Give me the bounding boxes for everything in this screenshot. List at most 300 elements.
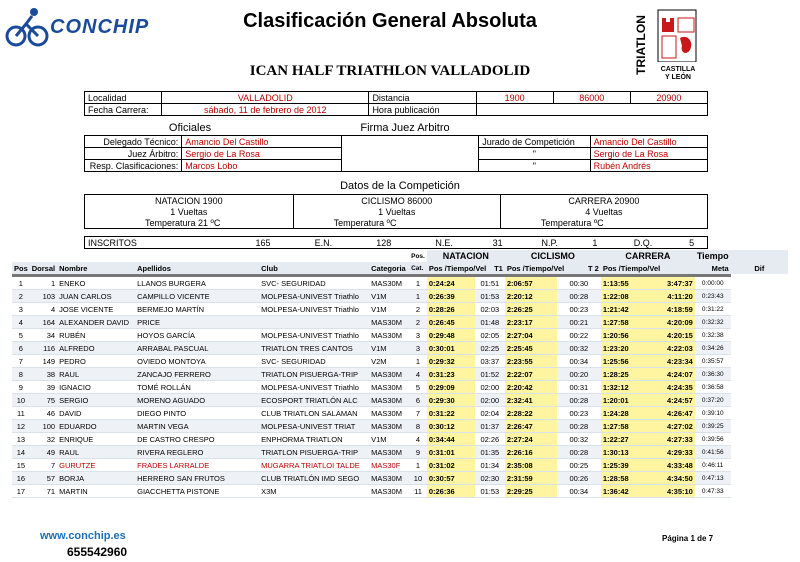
cell-t1: 01:35 <box>475 446 505 459</box>
jurado-2: Sergio de La Rosa <box>590 148 707 160</box>
footer-url[interactable]: www.conchip.es <box>40 530 126 542</box>
cell-pos: 6 <box>12 342 30 355</box>
cyclist-icon <box>4 6 50 48</box>
natacion-temp: Temperatura 21 ºC <box>85 217 294 229</box>
cell-pos-cat: 3 <box>409 329 427 342</box>
cell-categoria: MAS30M <box>369 446 409 459</box>
cell-t2: 00:23 <box>557 303 601 316</box>
ciclismo-dist: CICLISMO 86000 <box>293 195 500 207</box>
logo-vertical-text: TRIATLON <box>634 15 648 75</box>
triatlon-cyl-logo <box>632 4 704 90</box>
cell-natacion: 0:30:01 <box>427 342 475 355</box>
cell-t1: 02:30 <box>475 472 505 485</box>
carrera-header: CARRERA <box>601 250 695 262</box>
col-ciclismo-sub: Pos /Tiempo/Vel T 2 <box>506 263 599 273</box>
cell-club: SVC- SEGURIDAD <box>259 277 369 290</box>
datos-competicion-title: Datos de la Competición <box>340 180 460 192</box>
distance-run: 20900 <box>630 92 707 104</box>
cell-apellidos: PRICE <box>135 316 259 329</box>
footer-phone: 655542960 <box>67 545 128 559</box>
ditto-2: " <box>479 160 590 172</box>
cell-ciclismo: 2:23:17 <box>505 316 557 329</box>
cell-carrera: 1:25:56 <box>601 355 651 368</box>
col-pos-cat: Cat. <box>411 264 424 272</box>
cell-meta: 4:34:50 <box>651 472 695 485</box>
cell-apellidos: HOYOS GARCÍA <box>135 329 259 342</box>
results-group-header <box>12 250 788 262</box>
jurado-1: Amancio Del Castillo <box>590 136 707 148</box>
cell-dorsal: 49 <box>30 446 57 459</box>
cell-apellidos: MORENO AGUADO <box>135 394 259 407</box>
competition-table <box>84 194 708 229</box>
results-table <box>12 250 788 498</box>
cell-t1: 01:48 <box>475 316 505 329</box>
result-row <box>12 420 788 433</box>
jurado-label: Jurado de Competición <box>479 136 590 148</box>
result-row <box>12 277 788 290</box>
col-nombre: Nombre <box>59 263 88 273</box>
cell-pos-cat: 10 <box>409 472 427 485</box>
cell-categoria: V2M <box>369 355 409 368</box>
col-natacion-sub: Pos /Tiempo/Vel T1 <box>428 263 503 273</box>
resp-value: Marcos Lobo <box>182 160 342 172</box>
cell-meta: 4:24:57 <box>651 394 695 407</box>
cell-club <box>259 316 369 329</box>
cell-categoria: MAS30M <box>369 472 409 485</box>
cell-dif: 0:36:30 <box>695 368 731 381</box>
cell-nombre: RAUL <box>57 446 135 459</box>
cell-natacion: 0:30:12 <box>427 420 475 433</box>
cell-t1: 01:51 <box>475 277 505 290</box>
cell-pos-cat: 11 <box>409 485 427 498</box>
cell-nombre: JOSE VICENTE <box>57 303 135 316</box>
cell-carrera: 1:22:27 <box>601 433 651 446</box>
result-row <box>12 290 788 303</box>
cell-ciclismo: 2:27:04 <box>505 329 557 342</box>
cell-carrera: 1:20:56 <box>601 329 651 342</box>
cell-apellidos: FRADES LARRALDE <box>135 459 259 472</box>
cell-t2: 00:34 <box>557 355 601 368</box>
cell-categoria: MAS30F <box>369 459 409 472</box>
cell-dorsal: 1 <box>30 277 57 290</box>
cell-ciclismo: 2:29:25 <box>505 485 557 498</box>
cell-natacion: 0:26:36 <box>427 485 475 498</box>
cell-categoria: V1M <box>369 433 409 446</box>
cell-apellidos: DIEGO PINTO <box>135 407 259 420</box>
result-row <box>12 472 788 485</box>
cell-t1: 02:00 <box>475 381 505 394</box>
inscritos-label: INSCRITOS <box>85 237 235 249</box>
cell-categoria: MAS30M <box>369 368 409 381</box>
cell-dif: 0:39:56 <box>695 433 731 446</box>
cell-nombre: ALEXANDER DAVID <box>57 316 135 329</box>
cell-natacion: 0:29:32 <box>427 355 475 368</box>
cell-dorsal: 100 <box>30 420 57 433</box>
cell-nombre: DAVID <box>57 407 135 420</box>
delegado-label: Delegado Técnico: <box>85 136 182 148</box>
cell-ciclismo: 2:26:47 <box>505 420 557 433</box>
cell-dif: 0:23:43 <box>695 290 731 303</box>
cell-club: TRIATLON PISUERGA-TRIP <box>259 446 369 459</box>
cell-ciclismo: 2:23:55 <box>505 355 557 368</box>
col-dif: Dif <box>754 263 765 273</box>
cell-pos: 3 <box>12 303 30 316</box>
cell-pos: 4 <box>12 316 30 329</box>
castle-lion-icon <box>654 6 700 62</box>
cell-categoria: MAS30M <box>369 316 409 329</box>
cell-nombre: SERGIO <box>57 394 135 407</box>
cell-pos: 7 <box>12 355 30 368</box>
result-row <box>12 433 788 446</box>
cell-dorsal: 32 <box>30 433 57 446</box>
juez-value: Sergio de La Rosa <box>182 148 342 160</box>
cell-natacion: 0:31:23 <box>427 368 475 381</box>
cell-categoria: MAS30M <box>369 329 409 342</box>
cell-apellidos: GIACCHETTA PISTONE <box>135 485 259 498</box>
cell-t1: 01:52 <box>475 368 505 381</box>
cell-nombre: ENEKO <box>57 277 135 290</box>
cell-carrera: 1:27:58 <box>601 316 651 329</box>
cell-t2: 00:28 <box>557 446 601 459</box>
cell-natacion: 0:31:01 <box>427 446 475 459</box>
cell-club: MUGARRA TRIATLOI TALDE <box>259 459 369 472</box>
fecha-value: sábado, 11 de febrero de 2012 <box>162 104 369 116</box>
page-number: Página 1 de 7 <box>662 534 714 543</box>
en-label: E.N. <box>292 237 356 249</box>
cell-meta: 4:18:59 <box>651 303 695 316</box>
cell-carrera: 1:24:28 <box>601 407 651 420</box>
cell-nombre: MARTIN <box>57 485 135 498</box>
cell-t2: 00:28 <box>557 420 601 433</box>
cell-dif: 0:47:13 <box>695 472 731 485</box>
cell-pos: 1 <box>12 277 30 290</box>
cell-natacion: 0:29:30 <box>427 394 475 407</box>
cell-t1: 02:00 <box>475 394 505 407</box>
cell-meta: 4:35:10 <box>651 485 695 498</box>
cell-apellidos: BERMEJO MARTÍN <box>135 303 259 316</box>
cell-meta: 4:24:35 <box>651 381 695 394</box>
cell-nombre: EDUARDO <box>57 420 135 433</box>
cell-ciclismo: 2:32:41 <box>505 394 557 407</box>
col-dorsal: Dorsal <box>31 263 56 273</box>
cell-natacion: 0:29:48 <box>427 329 475 342</box>
cell-pos: 2 <box>12 290 30 303</box>
cell-dorsal: 116 <box>30 342 57 355</box>
cell-natacion: 0:31:22 <box>427 407 475 420</box>
results-body <box>12 277 788 498</box>
cell-t1: 02:26 <box>475 433 505 446</box>
cell-natacion: 0:26:45 <box>427 316 475 329</box>
cell-dorsal: 4 <box>30 303 57 316</box>
ciclismo-temp: Temperatura ºC <box>293 217 500 229</box>
natacion-dist: NATACION 1900 <box>85 195 294 207</box>
cell-apellidos: HERRERO SAN FRUTOS <box>135 472 259 485</box>
cell-t1: 01:53 <box>475 290 505 303</box>
cell-meta: 4:22:03 <box>651 342 695 355</box>
distance-swim: 1900 <box>476 92 553 104</box>
localidad-label: Localidad <box>85 92 162 104</box>
hora-publicacion-label: Hora publicación <box>369 104 476 116</box>
cell-carrera: 1:28:25 <box>601 368 651 381</box>
result-row <box>12 329 788 342</box>
cell-t2: 00:32 <box>557 433 601 446</box>
cell-pos-cat: 2 <box>409 316 427 329</box>
cell-meta: 4:23:34 <box>651 355 695 368</box>
cell-natacion: 0:28:26 <box>427 303 475 316</box>
result-row <box>12 446 788 459</box>
distancia-label: Distancia <box>369 92 476 104</box>
carrera-dist: CARRERA 20900 <box>500 195 707 207</box>
dq-value: 5 <box>676 237 707 249</box>
cell-pos: 11 <box>12 407 30 420</box>
cell-dif: 0:35:57 <box>695 355 731 368</box>
cell-t1: 02:03 <box>475 303 505 316</box>
cell-pos-cat: 2 <box>409 303 427 316</box>
cell-t2: 00:30 <box>557 277 601 290</box>
inscritos-value: 165 <box>235 237 292 249</box>
cell-club: CLUB TRIATLON SALAMAN <box>259 407 369 420</box>
col-apellidos: Apellidos <box>137 263 171 273</box>
cell-t2: 00:25 <box>557 459 601 472</box>
cell-pos-cat: 6 <box>409 394 427 407</box>
cell-ciclismo: 2:25:45 <box>505 342 557 355</box>
pos-cat-header-1: Pos. <box>411 252 425 260</box>
cell-club: MOLPESA-UNIVEST Triathlo <box>259 329 369 342</box>
cell-dorsal: 75 <box>30 394 57 407</box>
ditto-1: " <box>479 148 590 160</box>
cell-meta: 4:26:47 <box>651 407 695 420</box>
cell-meta: 4:11:20 <box>651 290 695 303</box>
cell-ciclismo: 2:06:57 <box>505 277 557 290</box>
cell-nombre: ALFREDO <box>57 342 135 355</box>
cell-carrera: 1:25:39 <box>601 459 651 472</box>
col-carrera-sub: Pos /Tiempo/Vel <box>602 263 661 273</box>
localidad-value: VALLADOLID <box>162 92 369 104</box>
np-label: N.P. <box>519 237 580 249</box>
cell-ciclismo: 2:26:25 <box>505 303 557 316</box>
resp-label: Resp. Clasificaciones: <box>85 160 182 172</box>
event-title: ICAN HALF TRIATHLON VALLADOLID <box>249 63 531 79</box>
cell-pos-cat: 4 <box>409 368 427 381</box>
cell-nombre: IGNACIO <box>57 381 135 394</box>
carrera-vueltas: 4 Vueltas <box>500 206 707 217</box>
np-value: 1 <box>580 237 610 249</box>
cell-carrera: 1:28:58 <box>601 472 651 485</box>
cell-pos-cat: 8 <box>409 420 427 433</box>
cell-dif: 0:41:56 <box>695 446 731 459</box>
cell-carrera: 1:27:58 <box>601 420 651 433</box>
cell-nombre: RUBÉN <box>57 329 135 342</box>
firma-box <box>341 136 478 172</box>
cell-meta: 4:33:48 <box>651 459 695 472</box>
ciclismo-header: CICLISMO <box>505 250 601 262</box>
cell-carrera: 1:30:13 <box>601 446 651 459</box>
cell-meta: 3:47:37 <box>651 277 695 290</box>
cell-natacion: 0:34:44 <box>427 433 475 446</box>
cell-dif: 0:32:32 <box>695 316 731 329</box>
cell-t1: 01:34 <box>475 459 505 472</box>
cell-club: TRIATLON TRES CANTOS <box>259 342 369 355</box>
cell-apellidos: MARTIN VEGA <box>135 420 259 433</box>
cell-t1: 01:37 <box>475 420 505 433</box>
cell-t2: 00:31 <box>557 381 601 394</box>
cell-ciclismo: 2:27:24 <box>505 433 557 446</box>
cell-club: MOLPESA-UNIVEST TRIAT <box>259 420 369 433</box>
cell-ciclismo: 2:28:22 <box>505 407 557 420</box>
en-value: 128 <box>355 237 412 249</box>
cell-pos-cat: 1 <box>409 277 427 290</box>
cell-club: SVC- SEGURIDAD <box>259 355 369 368</box>
cell-dorsal: 103 <box>30 290 57 303</box>
cell-dif: 0:34:26 <box>695 342 731 355</box>
cell-meta: 4:24:07 <box>651 368 695 381</box>
result-row <box>12 342 788 355</box>
cell-apellidos: CAMPILLO VICENTE <box>135 290 259 303</box>
cell-pos: 9 <box>12 381 30 394</box>
cell-pos: 12 <box>12 420 30 433</box>
cell-pos: 14 <box>12 446 30 459</box>
cell-pos-cat: 1 <box>409 459 427 472</box>
result-row <box>12 355 788 368</box>
result-row <box>12 303 788 316</box>
cell-club: TRIATLON PISUERGA-TRIP <box>259 368 369 381</box>
cell-dif: 0:36:58 <box>695 381 731 394</box>
cell-dorsal: 39 <box>30 381 57 394</box>
dq-label: D.Q. <box>610 237 676 249</box>
cell-nombre: BORJA <box>57 472 135 485</box>
natacion-header: NATACION <box>427 250 505 262</box>
cell-nombre: JUAN CARLOS <box>57 290 135 303</box>
cell-pos: 15 <box>12 459 30 472</box>
result-row <box>12 316 788 329</box>
cell-categoria: MAS30M <box>369 485 409 498</box>
cell-apellidos: ZANCAJO FERRERO <box>135 368 259 381</box>
cell-apellidos: DE CASTRO CRESPO <box>135 433 259 446</box>
cell-dorsal: 34 <box>30 329 57 342</box>
cell-club: CLUB TRIATLÓN IMD SEGO <box>259 472 369 485</box>
cell-pos: 10 <box>12 394 30 407</box>
cell-dif: 0:47:33 <box>695 485 731 498</box>
result-row <box>12 394 788 407</box>
cell-apellidos: OVIEDO MONTOYA <box>135 355 259 368</box>
juez-label: Juez Árbitro: <box>85 148 182 160</box>
cell-t2: 00:22 <box>557 329 601 342</box>
cell-meta: 4:27:33 <box>651 433 695 446</box>
tiempo-header: Tiempo <box>696 251 729 261</box>
cell-categoria: V1M <box>369 342 409 355</box>
cell-carrera: 1:22:08 <box>601 290 651 303</box>
natacion-vueltas: 1 Vueltas <box>85 206 294 217</box>
cell-nombre: PEDRO <box>57 355 135 368</box>
cell-dif: 0:39:25 <box>695 420 731 433</box>
cell-pos: 16 <box>12 472 30 485</box>
col-t2: T 2 <box>588 263 599 273</box>
cell-dif: 0:31:22 <box>695 303 731 316</box>
col-meta: Meta <box>711 263 729 273</box>
cell-dorsal: 46 <box>30 407 57 420</box>
cell-club: MOLPESA-UNIVEST Triathlo <box>259 290 369 303</box>
cell-pos-cat: 3 <box>409 342 427 355</box>
cell-dorsal: 71 <box>30 485 57 498</box>
cell-pos: 8 <box>12 368 30 381</box>
col-t1: T1 <box>494 263 503 273</box>
ne-label: N.E. <box>412 237 476 249</box>
delegado-value: Amancio Del Castillo <box>182 136 342 148</box>
cell-categoria: V1M <box>369 290 409 303</box>
cell-t1: 02:25 <box>475 342 505 355</box>
cell-carrera: 1:20:01 <box>601 394 651 407</box>
cell-t1: 02:05 <box>475 329 505 342</box>
cell-nombre: GURUTZE <box>57 459 135 472</box>
cell-natacion: 0:30:57 <box>427 472 475 485</box>
cell-ciclismo: 2:26:16 <box>505 446 557 459</box>
cell-t2: 00:20 <box>557 368 601 381</box>
ciclismo-vueltas: 1 Vueltas <box>293 206 500 217</box>
cell-ciclismo: 2:22:07 <box>505 368 557 381</box>
cell-dif: 0:37:20 <box>695 394 731 407</box>
distance-bike: 86000 <box>553 92 630 104</box>
cell-ciclismo: 2:35:08 <box>505 459 557 472</box>
jurado-3: Rubén Andrés <box>590 160 707 172</box>
cell-categoria: MAS30M <box>369 277 409 290</box>
cell-ciclismo: 2:31:59 <box>505 472 557 485</box>
cell-dif: 0:46:11 <box>695 459 731 472</box>
cell-categoria: MAS30M <box>369 420 409 433</box>
event-info-table <box>84 91 708 116</box>
cell-pos-cat: 4 <box>409 433 427 446</box>
cell-pos-cat: 7 <box>409 407 427 420</box>
cell-pos: 13 <box>12 433 30 446</box>
cell-apellidos: RIVERA REGLERO <box>135 446 259 459</box>
result-row <box>12 381 788 394</box>
cell-t2: 00:28 <box>557 394 601 407</box>
ne-value: 31 <box>476 237 519 249</box>
cell-pos-cat: 1 <box>409 355 427 368</box>
cell-ciclismo: 2:20:12 <box>505 290 557 303</box>
result-row <box>12 485 788 498</box>
oficiales-title: Oficiales <box>168 122 212 134</box>
cell-t1: 01:53 <box>475 485 505 498</box>
cell-t2: 00:34 <box>557 485 601 498</box>
cell-nombre: ENRIQUE <box>57 433 135 446</box>
cell-meta: 4:20:09 <box>651 316 695 329</box>
col-categoria: Categoria <box>371 263 406 273</box>
page-title: Clasificación General Absoluta <box>243 10 537 32</box>
cell-club: ENPHORMA TRIATLON <box>259 433 369 446</box>
firma-title: Firma Juez Arbitro <box>360 122 450 134</box>
cell-dorsal: 38 <box>30 368 57 381</box>
cell-t2: 00:28 <box>557 290 601 303</box>
col-club: Club <box>261 263 278 273</box>
cell-t2: 00:23 <box>557 407 601 420</box>
cell-apellidos: TOMÉ ROLLÁN <box>135 381 259 394</box>
logo-region-text: CASTILLA Y LEÓN <box>660 66 696 81</box>
conchip-logo-text: CONCHIP <box>50 16 150 38</box>
result-row <box>12 459 788 472</box>
cell-t2: 00:21 <box>557 316 601 329</box>
cell-club: MOLPESA-UNIVEST Triathlo <box>259 303 369 316</box>
cell-categoria: MAS30M <box>369 394 409 407</box>
cell-apellidos: LLANOS BURGERA <box>135 277 259 290</box>
cell-dorsal: 149 <box>30 355 57 368</box>
cell-dif: 0:39:10 <box>695 407 731 420</box>
cell-dif: 0:32:38 <box>695 329 731 342</box>
cell-pos: 17 <box>12 485 30 498</box>
cell-categoria: MAS30M <box>369 381 409 394</box>
cell-categoria: V1M <box>369 303 409 316</box>
results-column-header <box>12 262 788 274</box>
cell-carrera: 1:23:20 <box>601 342 651 355</box>
